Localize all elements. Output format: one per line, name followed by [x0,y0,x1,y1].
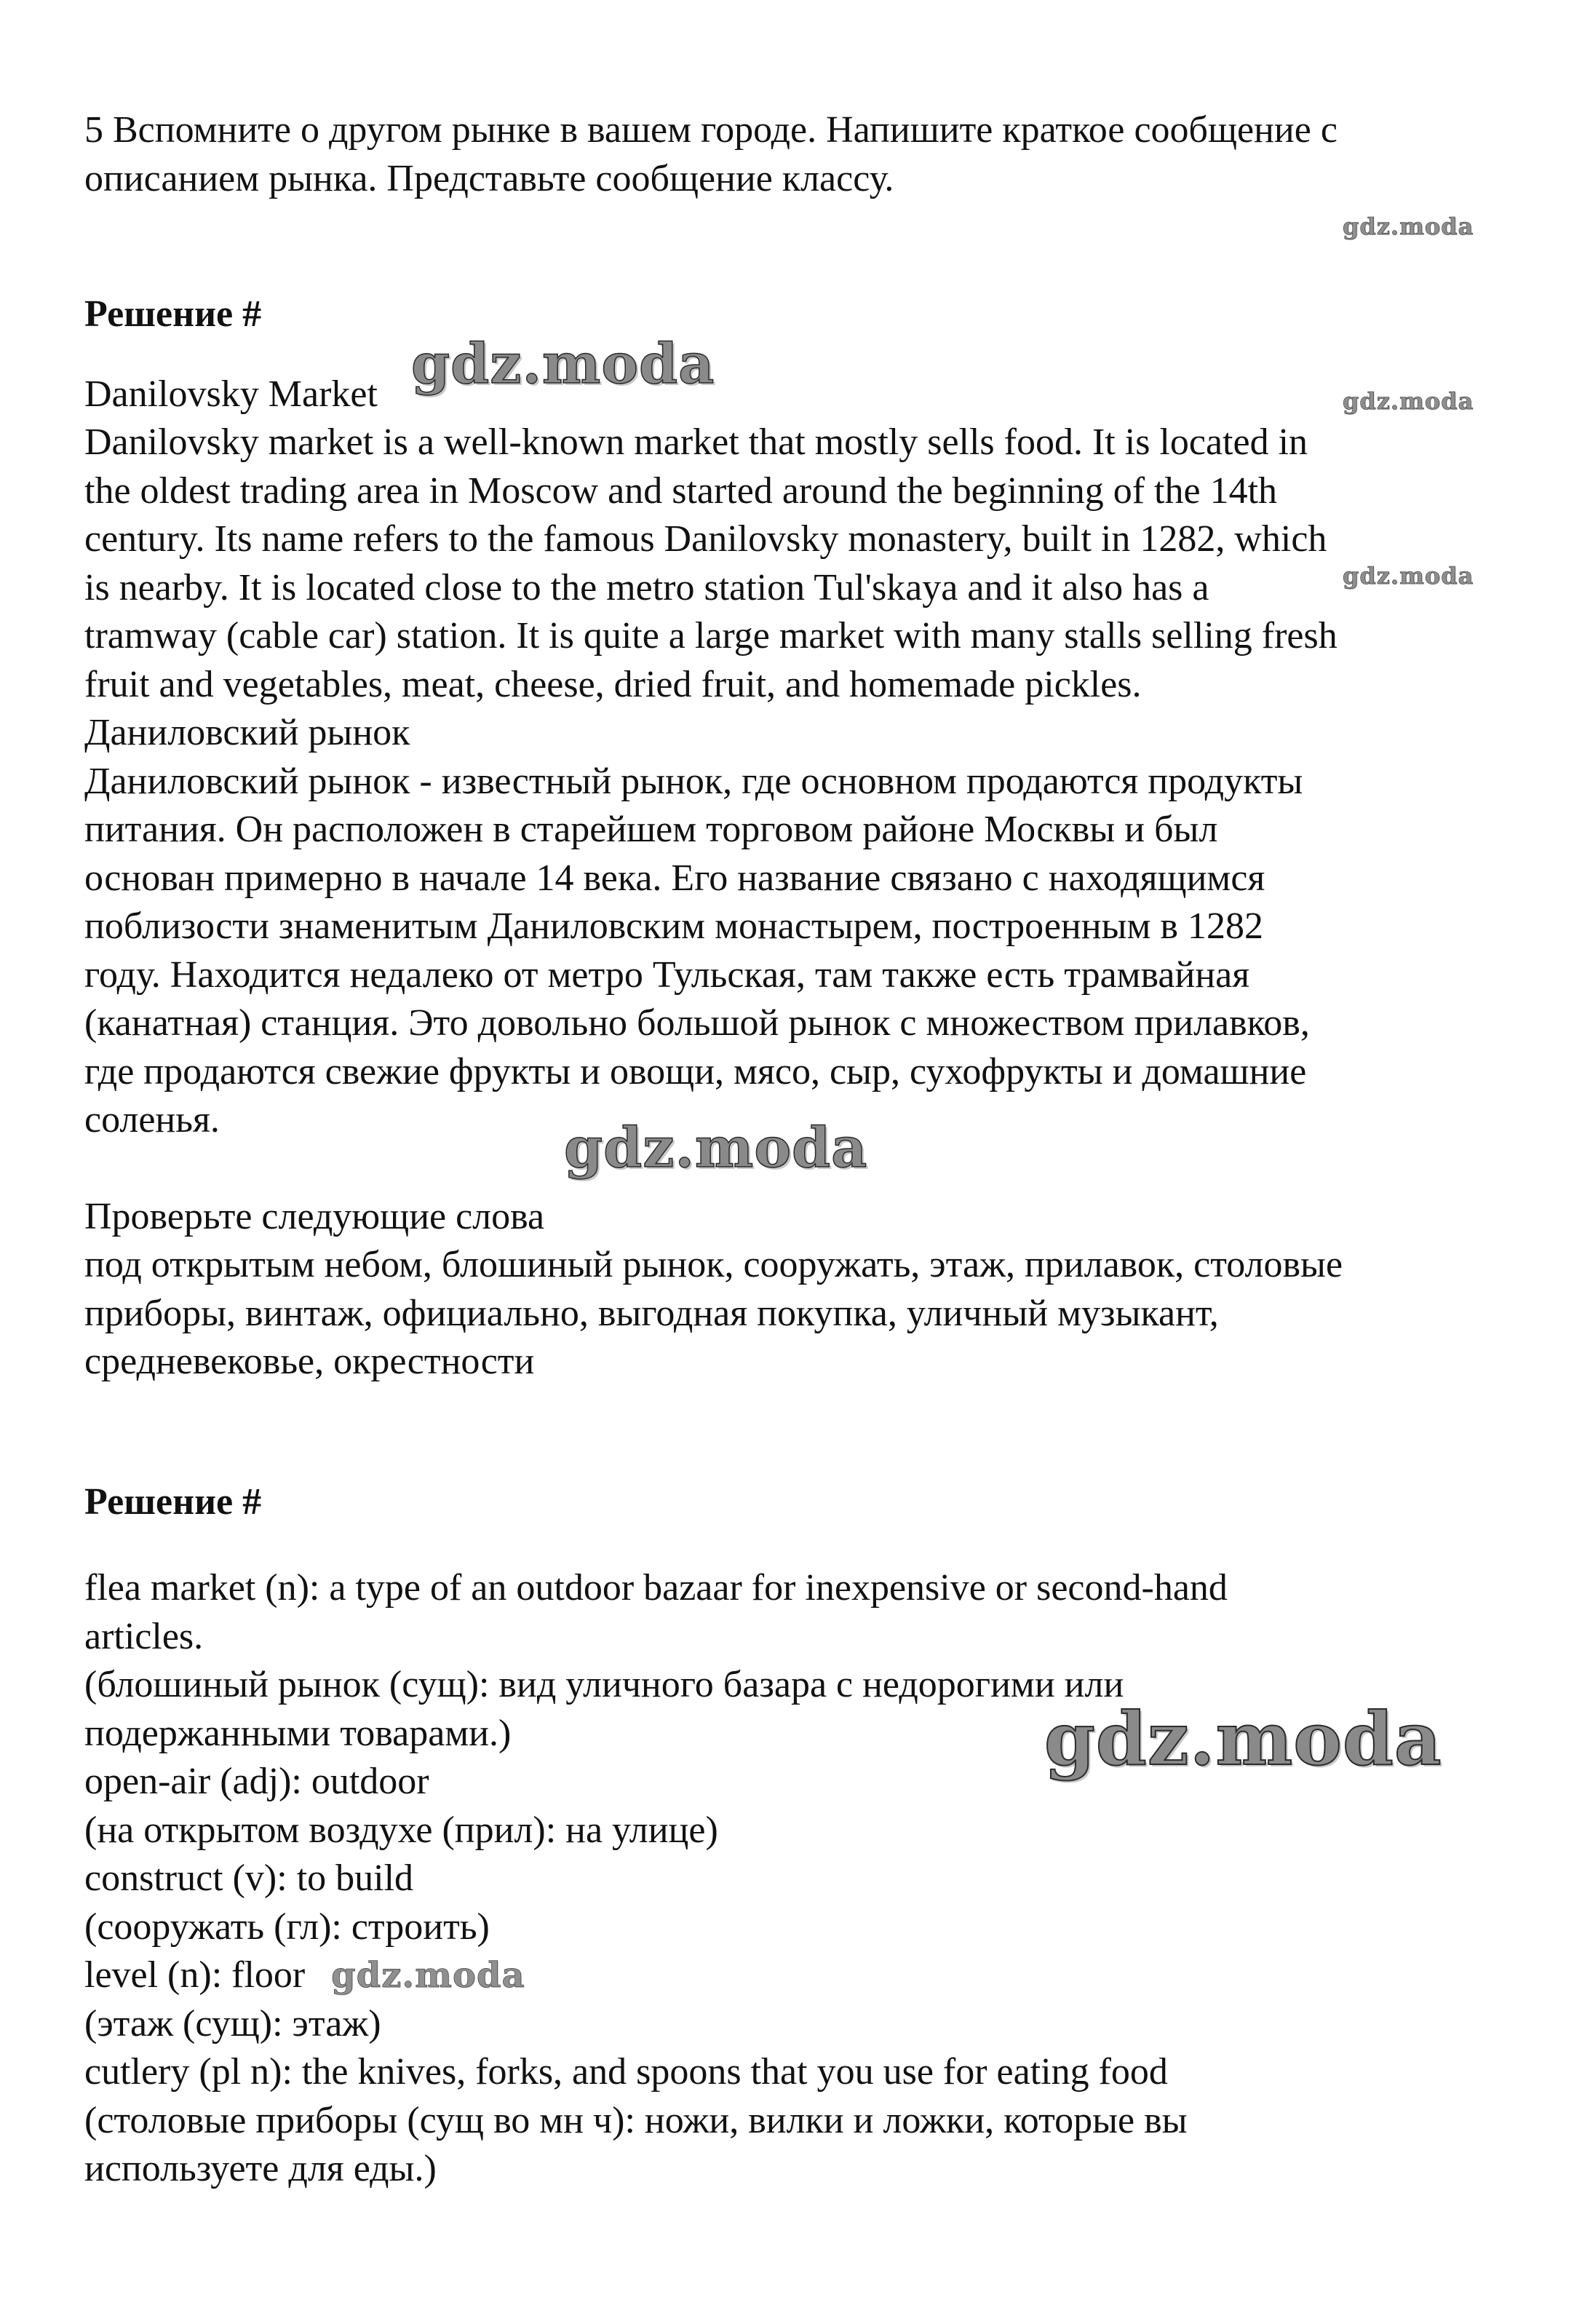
task-line-2: описанием рынка. Представьте сообщение классу. [84,158,894,199]
watermark-small: gdz.moda [1343,562,1474,590]
watermark-medium: gdz.moda [411,331,715,396]
solution1-line: питания. Он расположен в старейшем торговом районе Москвы и был [84,809,1218,850]
solution1-line: Danilovsky market is a well-known market that mostly sells food. It is located in [84,421,1308,463]
solution1-line: поблизости знаменитым Даниловским монастырем, построенным в 1282 [84,905,1263,947]
solution1-line: где продаются свежие фрукты и овощи, мясо, сыр, сухофрукты и домашние [84,1051,1307,1092]
watermark-medium: gdz.moda [564,1115,868,1180]
solution2-line: (на открытом воздухе (прил): на улице) [84,1809,718,1851]
solution1-title-ru: Даниловский рынок [84,712,410,753]
solution2-line: articles. [84,1616,204,1657]
solution2-line: (этаж (сущ): этаж) [84,2003,381,2045]
solution1-line: соленья. [84,1099,220,1141]
watermark-large: gdz.moda [1044,1696,1442,1782]
solution2-line: (блошиный рынок (сущ): вид уличного базара с недорогими или [84,1664,1124,1705]
solution2-line: level (n): floor [84,1954,306,1996]
solution2-line: open-air (adj): outdoor [84,1761,429,1802]
solution1-line: основан примерно в начале 14 века. Его название связано с находящимся [84,857,1265,899]
solution1-line: tramway (cable car) station. It is quite a large market with many stalls selling fresh [84,615,1337,657]
solution1-title-en: Danilovsky Market [84,373,378,415]
solution2-line: flea market (n): a type of an outdoor bazaar for inexpensive or second-hand [84,1567,1228,1609]
solution1-line: году. Находится недалеко от метро Тульская, там также есть трамвайная [84,954,1250,996]
solution1-line: (канатная) станция. Это довольно большой рынок с множеством прилавков, [84,1002,1310,1044]
solution-heading-1: Решение # [84,293,262,335]
solution1-line: is nearby. It is located close to the metro station Tul'skaya and it also has a [84,567,1209,608]
check-words-line: приборы, винтаж, официально, выгодная покупка, уличный музыкант, [84,1293,1219,1334]
solution1-line: fruit and vegetables, meat, cheese, dried fruit, and homemade pickles. [84,664,1142,705]
watermark-small: gdz.moda [331,1955,525,1996]
check-words-title: Проверьте следующие слова [84,1196,545,1237]
solution2-line: используете для еды.) [84,2148,437,2189]
solution1-line: century. Its name refers to the famous Danilovsky monastery, built in 1282, which [84,518,1327,560]
watermark-small: gdz.moda [1343,387,1474,415]
task-line-1: 5 Вспомните о другом рынке в вашем городе. Напишите краткое сообщение с [84,109,1337,151]
solution2-line: (столовые приборы (сущ во мн ч): ножи, вилки и ложки, которые вы [84,2100,1188,2141]
watermark-small: gdz.moda [1343,213,1474,240]
solution2-line: cutlery (pl n): the knives, forks, and spoons that you use for eating food [84,2051,1168,2093]
check-words-line: средневековье, окрестности [84,1341,535,1382]
solution1-line: Даниловский рынок - известный рынок, где основном продаются продукты [84,761,1303,802]
check-words-line: под открытым небом, блошиный рынок, сооружать, этаж, прилавок, столовые [84,1244,1343,1285]
solution1-line: the oldest trading area in Moscow and started around the beginning of the 14th [84,470,1278,512]
solution2-line: construct (v): to build [84,1857,414,1899]
solution2-line: (сооружать (гл): строить) [84,1906,490,1948]
solution2-line: подержанными товарами.) [84,1713,512,1754]
solution-heading-2: Решение # [84,1481,262,1523]
